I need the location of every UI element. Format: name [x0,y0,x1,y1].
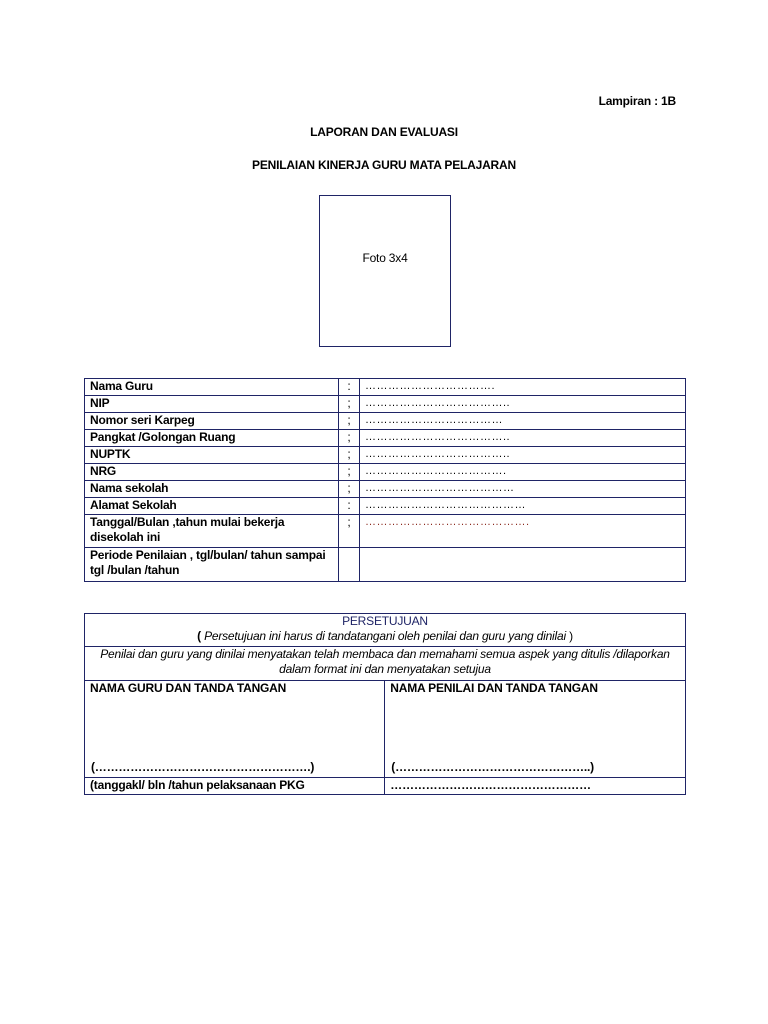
guru-signature-line: (……………………………………………….) [91,760,315,774]
row-value[interactable]: ……………………………… [360,413,686,430]
row-separator: : [339,498,360,515]
date-row [85,778,686,795]
table-row [85,464,686,481]
guru-signature-cell[interactable] [85,681,385,778]
row-label: NUPTK [85,447,339,464]
penilai-signature-header: NAMA PENILAI DAN TANDA TANGAN [390,681,598,695]
row-separator: ; [339,396,360,413]
row-label: Nama sekolah [85,481,339,498]
row-separator: ; [339,515,360,548]
table-row [85,379,686,396]
table-row [85,447,686,464]
row-value[interactable]: …………………………………… [360,498,686,515]
row-separator: ; [339,413,360,430]
penilai-signature-line: (…………………………………………..) [391,760,594,774]
table-row [85,430,686,447]
table-row [85,396,686,413]
subtitle-open-paren: ( [197,629,205,643]
signature-row [85,681,686,778]
approval-title: PERSETUJUAN [342,614,428,628]
approval-table [84,613,686,795]
row-label: Pangkat /Golongan Ruang [85,430,339,447]
row-label: Tanggal/Bulan ,tahun mulai bekerja disekolah ini [85,515,339,548]
approval-statement: Penilai dan guru yang dinilai menyatakan telah membaca dan memahami semua aspek yang ditulis /dilaporkan dalam format ini dan menyatakan setujua [85,647,686,681]
row-value[interactable]: ……………………………….. [360,396,686,413]
row-label: Alamat Sekolah [85,498,339,515]
row-separator: ; [339,447,360,464]
row-value[interactable]: ……………………………….. [360,430,686,447]
row-label: NRG [85,464,339,481]
row-separator: ; [339,481,360,498]
table-row [85,481,686,498]
row-value[interactable] [360,548,686,582]
approval-header-row [85,614,686,647]
row-value[interactable]: ……………………………….. [360,447,686,464]
row-label: Nama Guru [85,379,339,396]
photo-placeholder [319,195,451,347]
teacher-info-table [84,378,686,582]
table-row [85,498,686,515]
date-value[interactable]: …………………………………………… [385,778,686,795]
table-row [85,548,686,582]
row-value[interactable]: ……………………………………. [360,515,686,548]
approval-header [85,614,686,647]
row-separator: : [339,379,360,396]
row-label: Nomor seri Karpeg [85,413,339,430]
row-label: NIP [85,396,339,413]
document-subtitle: PENILAIAN KINERJA GURU MATA PELAJARAN [252,158,516,172]
table-row [85,515,686,548]
penilai-signature-cell[interactable] [385,681,686,778]
document-title: LAPORAN DAN EVALUASI [310,125,458,139]
approval-subtitle-text: Persetujuan ini harus di tandatangani oleh penilai dan guru yang dinilai [204,629,566,643]
attachment-label: Lampiran : 1B [598,94,676,108]
row-separator: ; [339,464,360,481]
row-value[interactable]: ………………………………… [360,481,686,498]
guru-signature-header: NAMA GURU DAN TANDA TANGAN [90,681,287,695]
photo-label: Foto 3x4 [362,251,408,265]
row-separator: ; [339,430,360,447]
row-value[interactable]: ……………………………. [360,379,686,396]
date-label: (tanggakl/ bln /tahun pelaksanaan PKG [85,778,385,795]
subtitle-close-paren: ) [565,629,573,643]
row-separator [339,548,360,582]
row-label: Periode Penilaian , tgl/bulan/ tahun sampai tgl /bulan /tahun [85,548,339,582]
approval-statement-row [85,647,686,681]
approval-subtitle [90,629,680,644]
table-row [85,413,686,430]
row-value[interactable]: ………………………………. [360,464,686,481]
